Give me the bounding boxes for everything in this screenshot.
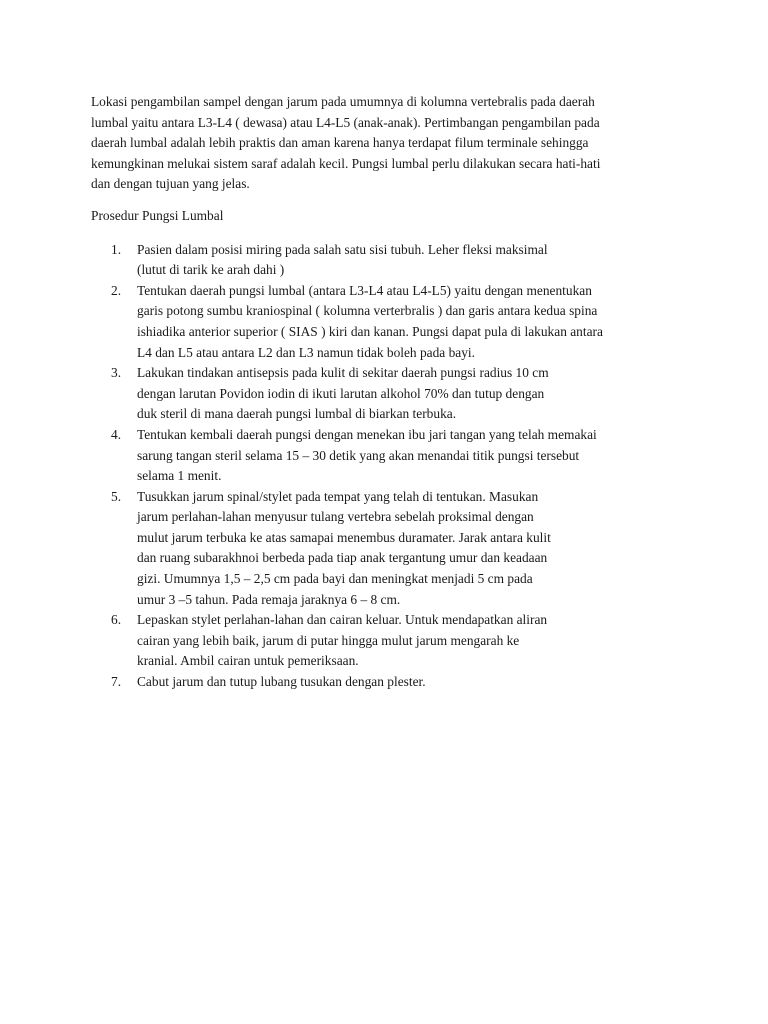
list-item <box>91 672 671 693</box>
step-number: 3. <box>111 365 122 381</box>
step-text: Tusukkan jarum spinal/stylet pada tempat yang telah di tentukan. Masukan jarum perlahan-lahan menyusur tulang vertebra sebelah proksimal dengan mulut jarum terbuka ke atas samapai menembus duramater. Jarak antara kulit dan ruang subarakhnoi berbeda pada tiap anak tergantung umur dan keadaan gizi. Umumnya 1,5 – 2,5 cm pada bayi dan meningkat menjadi 5 cm pada umur 3 –5 tahun. Pada remaja jaraknya 6 – 8 cm. <box>137 488 551 607</box>
list-item <box>91 363 671 425</box>
list-item <box>91 487 671 611</box>
document-page <box>91 92 671 693</box>
step-text: Lakukan tindakan antisepsis pada kulit di sekitar daerah pungsi radius 10 cm dengan larutan Povidon iodin di ikuti larutan alkohol 70% dan tutup dengan duk steril di mana daerah pungsi lumbal di biarkan terbuka. <box>137 365 549 422</box>
step-number: 5. <box>111 488 122 504</box>
list-item <box>91 610 671 672</box>
list-item <box>91 240 671 281</box>
list-item <box>91 281 671 363</box>
step-number: 7. <box>111 674 122 690</box>
section-heading: Prosedur Pungsi Lumbal <box>91 207 224 223</box>
step-text: Pasien dalam posisi miring pada salah satu sisi tubuh. Leher fleksi maksimal (lutut di tarik ke arah dahi ) <box>137 241 548 278</box>
step-number: 1. <box>111 241 122 257</box>
step-text: Tentukan daerah pungsi lumbal (antara L3-L4 atau L4-L5) yaitu dengan menentukan garis potong sumbu kraniospinal ( kolumna verterbralis ) dan garis antara kedua spina ishiadika anterior superior ( SIAS ) kiri dan kanan. Pungsi dapat pula di lakukan antara L4 dan L5 atau antara L2 dan L3 namun tidak boleh pada bayi. <box>137 282 603 360</box>
step-text: Cabut jarum dan tutup lubang tusukan dengan plester. <box>137 674 426 690</box>
procedure-list <box>91 240 671 693</box>
step-text: Tentukan kembali daerah pungsi dengan menekan ibu jari tangan yang telah memakai sarung tangan steril selama 15 – 30 detik yang akan menandai titik pungsi tersebut selama 1 menit. <box>137 426 597 484</box>
step-text: Lepaskan stylet perlahan-lahan dan cairan keluar. Untuk mendapatkan aliran cairan yang lebih baik, jarum di putar hingga mulut jarum mengarah ke kranial. Ambil cairan untuk pemeriksaan. <box>137 612 548 669</box>
step-number: 6. <box>111 612 122 628</box>
step-number: 2. <box>111 282 122 298</box>
step-number: 4. <box>111 426 122 442</box>
list-item <box>91 425 671 487</box>
intro-paragraph: Lokasi pengambilan sampel dengan jarum pada umumnya di kolumna vertebralis pada daerah lumbal yaitu antara L3-L4 ( dewasa) atau L4-L5 (anak-anak). Pertimbangan pengambilan pada daerah lumbal adalah lebih praktis dan aman karena hanya terdapat filum terminale sehingga kemungkinan melukai sistem saraf adalah kecil. Pungsi lumbal perlu dilakukan secara hati-hati dan dengan tujuan yang jelas. <box>91 94 601 192</box>
